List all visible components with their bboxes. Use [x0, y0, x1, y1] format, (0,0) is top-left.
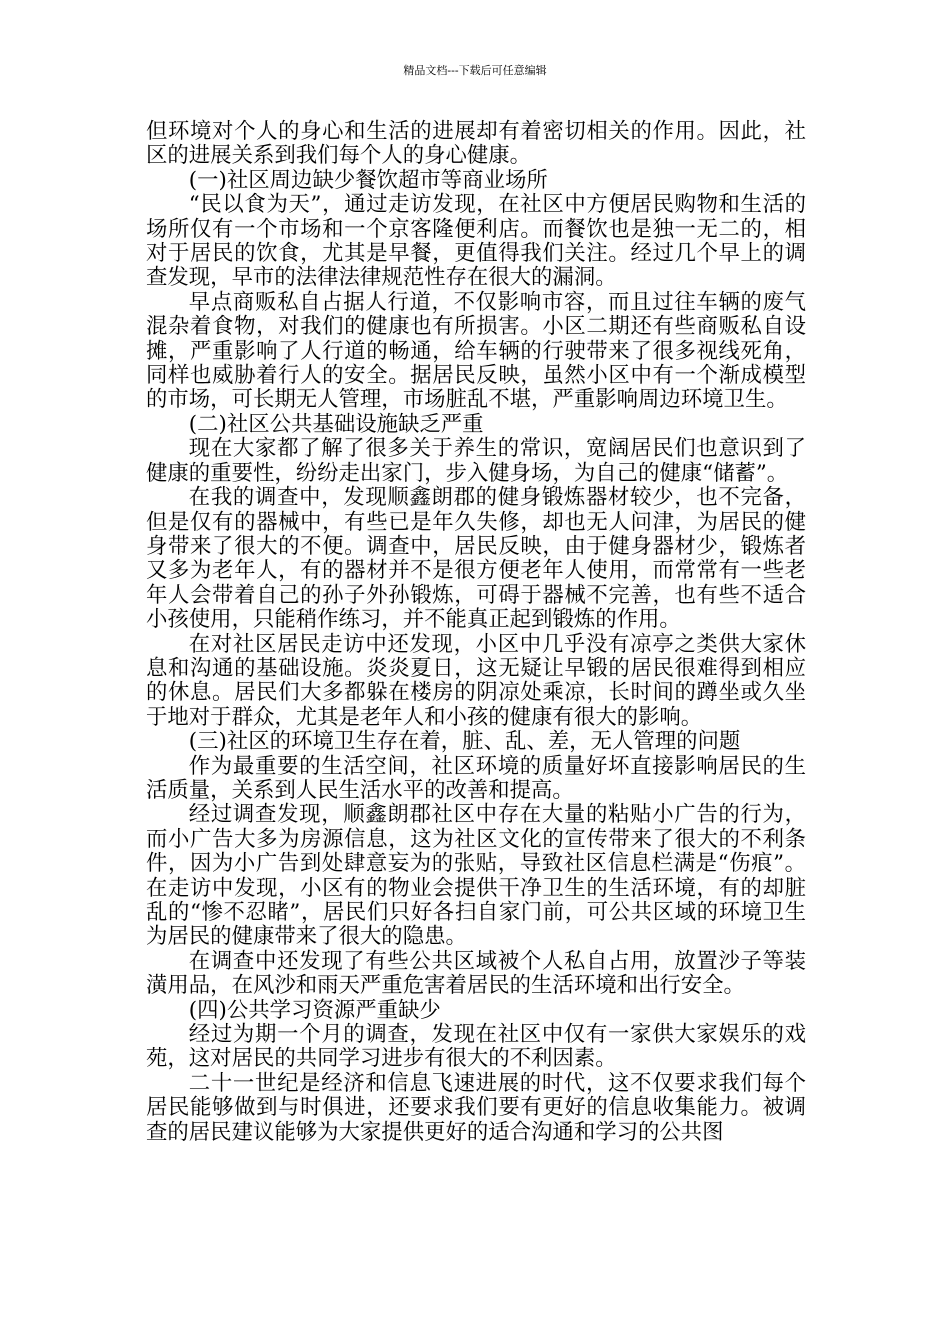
paragraph: 在我的调查中，发现顺鑫朗郡的健身锻炼器材较少，也不完备，但是仅有的器械中，有些已是年久失修，却也无人问津，为居民的健身带来了很大的不便。调查中，居民反映，由于健身器材少，锻炼者又多为老年人，有的器材并不是很方便老年人使用，而常常有一些老年人会带着自己的孙子外孙锻炼，可碍于器械不完善，也有些不适合小孩使用，只能稍作练习，并不能真正起到锻炼的作用。	[146, 485, 806, 633]
paragraph: 现在大家都了解了很多关于养生的常识，宽阔居民们也意识到了健康的重要性，纷纷走出家门，步入健身场，为自己的健康“储蓄”。	[146, 436, 806, 486]
section-heading-3: (三)社区的环境卫生存在着，脏、乱、差，无人管理的问题	[188, 729, 741, 755]
paragraph: 但环境对个人的身心和生活的进展却有着密切相关的作用。因此，社区的进展关系到我们每个人的身心健康。	[146, 119, 806, 169]
document-body	[146, 120, 806, 1145]
paragraph: “民以食为天”，通过走访发现，在社区中方便居民购物和生活的场所仅有一个市场和一个京客隆便利店。而餐饮也是独一无二的，相对于居民的饮食，尤其是早餐，更值得我们关注。经过几个早上的调查发现，早市的法律法律规范性存在很大的漏洞。	[146, 192, 806, 291]
paragraph: 作为最重要的生活空间，社区环境的质量好坏直接影响居民的生活质量，关系到人民生活水平的改善和提高。	[146, 753, 806, 803]
paragraph: 经过调查发现，顺鑫朗郡社区中存在大量的粘贴小广告的行为，而小广告大多为房源信息，这为社区文化的宣传带来了很大的不利条件，因为小广告到处肆意妄为的张贴，导致社区信息栏满是“伤痕”。在走访中发现，小区有的物业会提供干净卫生的生活环境，有的却脏乱的“惨不忍睹”，居民们只好各扫自家门前，可公共区域的环境卫生为居民的健康带来了很大的隐患。	[146, 802, 806, 950]
section-heading-4: (四)公共学习资源严重缺少	[188, 997, 441, 1023]
paragraph: 在对社区居民走访中还发现，小区中几乎没有凉亭之类供大家休息和沟通的基础设施。炎炎夏日，这无疑让早锻的居民很难得到相应的休息。居民们大多都躲在楼房的阴凉处乘凉，长时间的蹲坐或久坐于地对于群众，尤其是老年人和小孩的健康有很大的影响。	[146, 631, 806, 730]
paragraph: 在调查中还发现了有些公共区域被个人私自占用，放置沙子等装潢用品，在风沙和雨天严重危害着居民的生活环境和出行安全。	[146, 948, 806, 999]
page-header: 精品文档---下载后可任意编辑	[403, 64, 547, 77]
section-heading-1: (一)社区周边缺少餐饮超市等商业场所	[188, 167, 548, 193]
paragraph: 早点商贩私自占据人行道，不仅影响市容，而且过往车辆的废气混杂着食物，对我们的健康也有所损害。小区二期还有些商贩私自设摊，严重影响了人行道的畅通，给车辆的行驶带来了很多视线死角，同样也威胁着行人的安全。据居民反映，虽然小区中有一个渐成模型的市场，可长期无人管理，市场脏乱不堪，严重影响周边环境卫生。	[146, 289, 806, 413]
paragraph: 经过为期一个月的调查，发现在社区中仅有一家供大家娱乐的戏苑，这对居民的共同学习进步有很大的不利因素。	[146, 1022, 806, 1072]
section-heading-2: (二)社区公共基础设施缺乏严重	[188, 411, 484, 437]
paragraph: 二十一世纪是经济和信息飞速进展的时代，这不仅要求我们每个居民能够做到与时俱进，还要求我们要有更好的信息收集能力。被调查的居民建议能够为大家提供更好的适合沟通和学习的公共图	[146, 1070, 806, 1145]
